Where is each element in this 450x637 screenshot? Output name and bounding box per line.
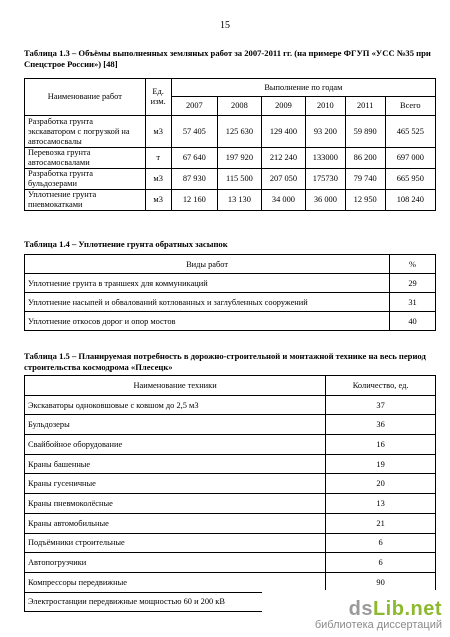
quantity-cell: 13 [326, 494, 436, 514]
header-work-type: Виды работ [25, 255, 390, 274]
year-header: 2011 [345, 97, 385, 116]
quantity-cell: 21 [326, 513, 436, 533]
table-1-5-caption: Таблица 1.5 – Планируемая потребность в дорожно-строительной и монтажной технике на весь период строительства космодрома «Плесецк» [24, 351, 426, 372]
page-number: 15 [220, 20, 230, 31]
year-header: 2009 [261, 97, 305, 116]
value-cell: 133000 [305, 148, 345, 169]
year-header: 2008 [217, 97, 261, 116]
value-cell: 57 405 [171, 116, 217, 148]
value-cell: 197 920 [217, 148, 261, 169]
total-header: Всего [385, 97, 435, 116]
percent-cell: 40 [390, 312, 436, 331]
work-type: Уплотнение грунта в траншеях для коммуникаций [25, 274, 390, 293]
quantity-cell: 6 [326, 533, 436, 553]
value-cell: 59 890 [345, 116, 385, 148]
equipment-name: Компрессоры передвижные [25, 572, 326, 592]
unit: м3 [145, 169, 171, 190]
table-1-3-caption: Таблица 1.3 – Объёмы выполненных земляных работ за 2007-2011 гг. (на примере ФГУП «УСС №35 при Спецстрое России») [48] [24, 48, 431, 69]
equipment-name: Краны башенные [25, 454, 326, 474]
watermark-logo-prefix: ds [348, 598, 373, 620]
quantity-cell: 90 [326, 572, 436, 592]
work-type: Уплотнение насыпей и обвалований котлованных и заглубленных сооружений [25, 293, 390, 312]
quantity-cell: 36 [326, 415, 436, 435]
quantity-cell: 19 [326, 454, 436, 474]
value-cell: 13 130 [217, 190, 261, 211]
unit [145, 116, 171, 148]
value-cell: 115 500 [217, 169, 261, 190]
table-1-4-caption: Таблица 1.4 – Уплотнение грунта обратных засыпок [24, 239, 228, 249]
value-cell: 207 050 [261, 169, 305, 190]
value-cell: 86 200 [345, 148, 385, 169]
work-name: Перевозка грунта автосамосвалами [25, 148, 146, 169]
quantity-cell: 16 [326, 435, 436, 455]
quantity-cell: 20 [326, 474, 436, 494]
table-row [25, 494, 436, 514]
value-cell: 108 240 [385, 190, 435, 211]
percent-cell: 29 [390, 274, 436, 293]
unit-base: м3 [153, 126, 163, 136]
value-cell: 93 200 [305, 116, 345, 148]
header-percent: % [390, 255, 436, 274]
table-row [25, 435, 436, 455]
watermark-logo-main: Lib.net [372, 598, 442, 620]
table-row [25, 454, 436, 474]
value-cell: 175730 [305, 169, 345, 190]
watermark-subtitle: библиотека диссертаций [314, 619, 442, 631]
header-unit: Ед. изм. [145, 79, 171, 116]
table-row [25, 190, 436, 211]
work-name: Разработка грунта экскаватором с погрузкой на автосамосвалы [25, 116, 146, 148]
table-row [25, 513, 436, 533]
equipment-name: Краны гусеничные [25, 474, 326, 494]
value-cell: 87 930 [171, 169, 217, 190]
value-cell: 79 740 [345, 169, 385, 190]
equipment-name: Экскаваторы одноковшовые с ковшом до 2,5 м3 [25, 395, 326, 415]
work-name: Уплотнение грунта пневмокатками [25, 190, 146, 211]
value-cell: 12 950 [345, 190, 385, 211]
equipment-table [24, 375, 436, 612]
work-name: Разработка грунта бульдозерами [25, 169, 146, 190]
table-row [25, 116, 436, 148]
work-type: Уплотнение откосов дорог и опор мостов [25, 312, 390, 331]
table-row [25, 169, 436, 190]
value-cell: 697 000 [385, 148, 435, 169]
table-row [25, 533, 436, 553]
watermark-logo[interactable] [315, 598, 442, 621]
header-work-name: Наименование работ [25, 79, 146, 116]
table-row [25, 293, 436, 312]
equipment-name: Автопогрузчики [25, 553, 326, 573]
equipment-name: Краны пневмоколёсные [25, 494, 326, 514]
unit: м3 [145, 190, 171, 211]
equipment-name: Свайбойное оборудование [25, 435, 326, 455]
earthworks-table [24, 78, 436, 211]
value-cell: 212 240 [261, 148, 305, 169]
equipment-name: Бульдозеры [25, 415, 326, 435]
header-years: Выполнение по годам [171, 79, 435, 97]
backfill-compaction-table [24, 254, 436, 331]
value-cell: 36 000 [305, 190, 345, 211]
table-row [25, 415, 436, 435]
table-row [25, 148, 436, 169]
watermark[interactable] [315, 598, 442, 631]
percent-cell: 31 [390, 293, 436, 312]
value-cell: 465 525 [385, 116, 435, 148]
header-equipment-name: Наименование техники [25, 376, 326, 396]
table-row [25, 553, 436, 573]
quantity-cell: 37 [326, 395, 436, 415]
value-cell: 125 630 [217, 116, 261, 148]
value-cell: 665 950 [385, 169, 435, 190]
value-cell: 12 160 [171, 190, 217, 211]
table-row [25, 312, 436, 331]
equipment-name: Краны автомобильные [25, 513, 326, 533]
equipment-name: Подъёмники строительные [25, 533, 326, 553]
header-quantity: Количество, ед. [326, 376, 436, 396]
year-header: 2007 [171, 97, 217, 116]
value-cell: 129 400 [261, 116, 305, 148]
equipment-name: Электростанции передвижные мощностью 60 и 200 кВ [25, 592, 326, 612]
value-cell: 67 640 [171, 148, 217, 169]
unit: т [145, 148, 171, 169]
quantity-cell: 6 [326, 553, 436, 573]
value-cell: 34 000 [261, 190, 305, 211]
table-row [25, 395, 436, 415]
table-row [25, 274, 436, 293]
table-row [25, 474, 436, 494]
year-header: 2010 [305, 97, 345, 116]
